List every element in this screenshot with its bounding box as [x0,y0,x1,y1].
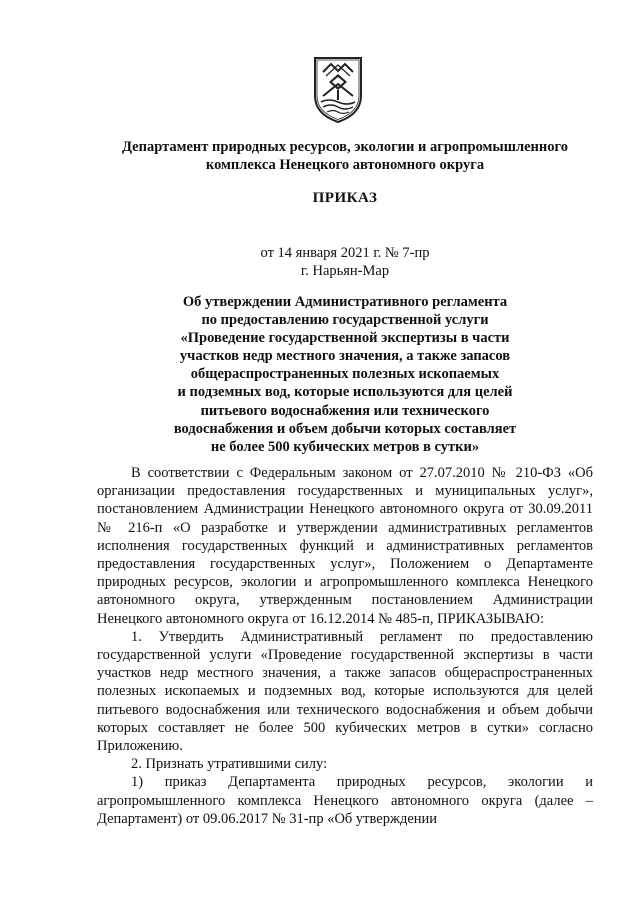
document-title: ПРИКАЗ [312,190,378,206]
subject-line: по предоставлению государственной услуги [201,312,489,329]
department-name [70,138,620,174]
subject-line: Об утверждении Административного регламента [182,294,508,310]
subject-line: питьевого водоснабжения или технического [200,402,490,419]
subject-line: «Проведение государственной экспертизы в части [180,330,510,347]
order-subject [70,293,620,456]
order-item-1: 1. Утвердить Административный регламент по предоставлению государственной услуги «Проведение государственной экспертизы в части участков недр местного значения, а также запасов общераспространенных полезных ископаемых и подземных вод, которые используются для целей питьевого водоснабжения или технического водоснабжения и объем добычи которых составляет не более 500 кубических метров в сутки» согласно Приложению. [97,628,593,755]
order-details [70,244,620,280]
order-place: г. Нарьян-Мар [300,263,390,279]
coat-of-arms-emblem [311,52,365,124]
order-body [97,464,593,828]
subject-line: участков недр местного значения, а также запасов [179,348,511,365]
department-name-line-2: комплекса Ненецкого автономного округа [205,157,485,173]
subject-line: не более 500 кубических метров в сутки» [210,438,480,455]
order-date-number: от 14 января 2021 г. № 7-пр [260,245,430,261]
preamble-paragraph: В соответствии с Федеральным законом от 27.07.2010 № 210-ФЗ «Об организации предоставления государственных и муниципальных услуг», постановлением Администрации Ненецкого автономного округа от 30.09.2011 № 216-п «О разработке и утверждении административных регламентов исполнения государственных функций и административных регламентов предоставления государственных услуг», Положением о Департаменте природных ресурсов, экологии и агропромышленного комплекса Ненецкого автономного округа, утвержденным постановлением Администрации Ненецкого автономного округа от 16.12.2014 № 485-п, ПРИКАЗЫВАЮ: [97,465,593,627]
department-name-line-1: Департамент природных ресурсов, экологии и агропромышленного [122,139,568,155]
order-item-2-1: 1) приказ Департамента природных ресурсов, экологии и агропромышленного комплекса Ненецкого автономного округа (далее – Департамент) от 09.06.2017 № 31-пр «Об утверждении [97,774,593,827]
subject-line: и подземных вод, которые используются для целей [177,384,513,401]
subject-line: общераспространенных полезных ископаемых [190,366,500,383]
order-item-2: 2. Признать утратившими силу: [131,756,328,773]
subject-line: водоснабжения и объем добычи которых составляет [173,420,517,437]
